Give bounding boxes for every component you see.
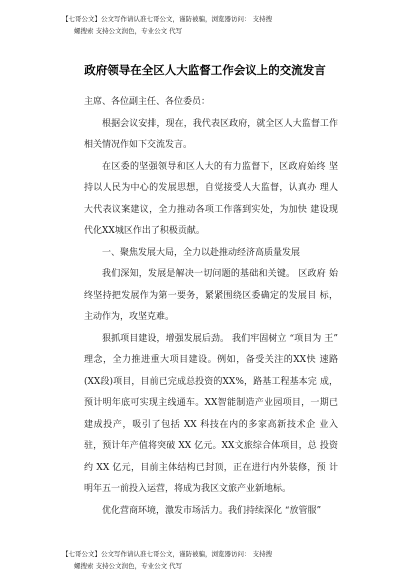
development-paragraph: 我们深知，发展是解决一切问题的基础和关键。 区政府 始终坚持把发展作为第一要务，紧紧围绕区委确定的发展目 标，主动作为，攻坚克难。 xyxy=(84,269,338,322)
business-environment-paragraph: 优化营商环境，激发市场活力。我们持续深化 “放管服” xyxy=(102,505,322,516)
header-line-1: 【七哥公文】公文写作请认准七哥公文，谨防被骗，浏览器访问： 支持搜 xyxy=(62,15,273,23)
page-footer xyxy=(0,549,410,570)
document-title: 政府领导在全区人大监督工作会议上的交流发言 xyxy=(84,63,326,77)
footer-line-1: 【七哥公文】公文写作请认准七哥公文，谨防被骗，浏览器访问： 支持搜 xyxy=(62,550,273,558)
overview-paragraph: 在区委的坚强领导和区人大的有力监督下，区政府始终 坚持以人民为中心的发展思想，自觉接受人大监督，认真办 理人大代表议案建议，全力推动各项工作落到实处，为加快 建设现代化XX城区作出了积极贡献。 xyxy=(84,161,338,236)
intro-paragraph: 根据会议安排，现在，我代表区政府，就全区人大监督工作相关情况作如下交流发言。 xyxy=(84,118,338,150)
document-body xyxy=(84,92,338,522)
page-header xyxy=(0,14,410,35)
section-heading: 一、聚焦发展大局，全力以赴推动经济高质量发展 xyxy=(102,247,301,258)
header-line-2: 螺搜索 支持公文润色，专业公文 代写 xyxy=(74,27,183,35)
footer-line-2: 螺搜索 支持公文润色，专业公文 代写 xyxy=(74,562,183,570)
projects-paragraph: 狠抓项目建设，增强发展后劲。 我们牢固树立 “项目为 王” 理念，全力推进重大项目建设。例如，备受关注的XX快 速路(XX段)项目，目前已完成总投资的XX%，路基工程基本完 成，预计明年底可实现主线通车。XX智能制造产业园项目，一期已建成投产，吸引了包括 XX 科技在内的多家高新技术企 业入驻，预计年产值将突破 XX 亿元。XX文旅综合体项目，总 投资约 XX 亿元，目前主体结构已封顶，正在进行内外装修，预 计明年五一前投入运营，将成为我区文旅产业新地标。 xyxy=(84,333,338,494)
salutation-paragraph: 主席、各位副主任、各位委员： xyxy=(84,97,211,107)
